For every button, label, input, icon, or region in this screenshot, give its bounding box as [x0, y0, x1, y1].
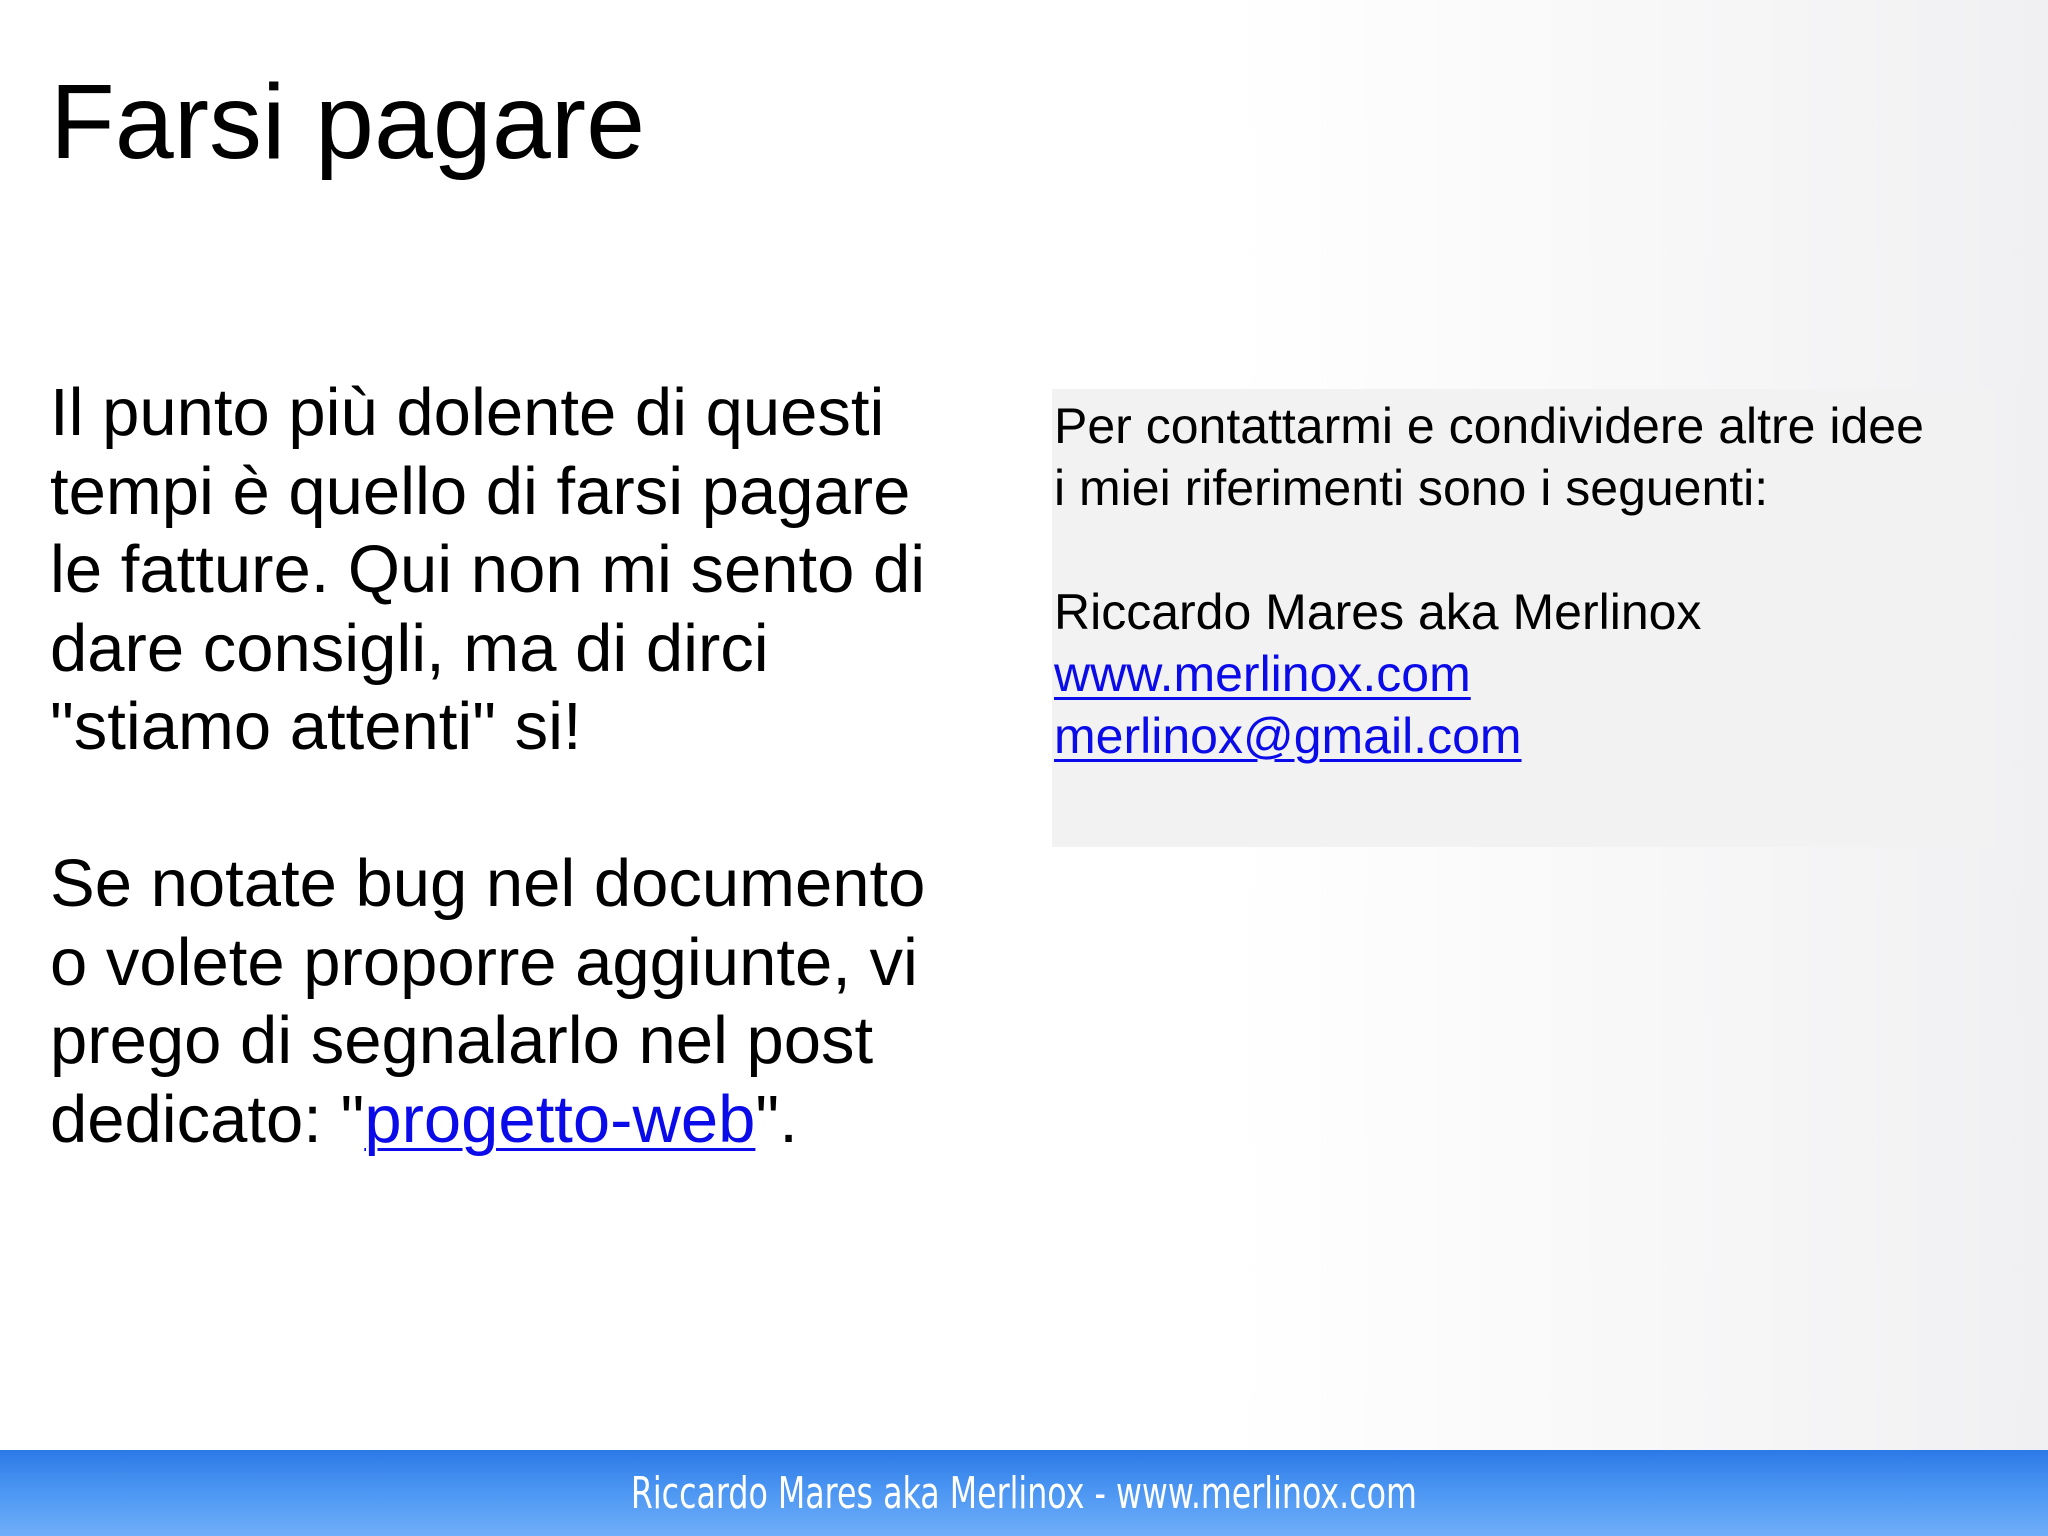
body-line: dare consigli, ma di dirci — [50, 610, 769, 686]
slide-title: Farsi pagare — [50, 63, 646, 181]
body-text-suffix: ". — [755, 1081, 798, 1157]
contact-box — [1052, 389, 1996, 847]
body-line: Il punto più dolente di questi — [50, 375, 885, 450]
footer-bar — [0, 1450, 2048, 1536]
body-line: o volete proporre aggiunte, vi — [50, 924, 918, 1000]
body-line: tempi è quello di farsi pagare — [50, 453, 911, 529]
body-line-with-link — [50, 1081, 1000, 1160]
body-line: le fatture. Qui non mi sento di — [50, 532, 926, 607]
contact-intro-line: i miei riferimenti sono i seguenti: — [1054, 460, 1769, 516]
contact-spacer — [1054, 519, 1996, 581]
footer-text: Riccardo Mares aka Merlinox - www.merlinox.com — [630, 1467, 1418, 1519]
body-text-prefix: dedicato: " — [50, 1081, 365, 1157]
body-line: Se notate bug nel documento — [50, 846, 926, 921]
body-line: "stiamo attenti" si! — [50, 689, 582, 764]
contact-intro-line: Per contattarmi e condividere altre idee — [1054, 398, 1924, 454]
email-link[interactable]: merlinox@gmail.com — [1054, 708, 1522, 764]
body-line: prego di segnalarlo nel post — [50, 1003, 874, 1078]
paragraph-spacer — [50, 767, 1000, 846]
body-text — [50, 374, 1000, 1159]
contact-name: Riccardo Mares aka Merlinox — [1054, 584, 1702, 640]
progetto-web-link[interactable]: progetto-web — [364, 1081, 756, 1157]
website-link[interactable]: www.merlinox.com — [1054, 646, 1471, 702]
